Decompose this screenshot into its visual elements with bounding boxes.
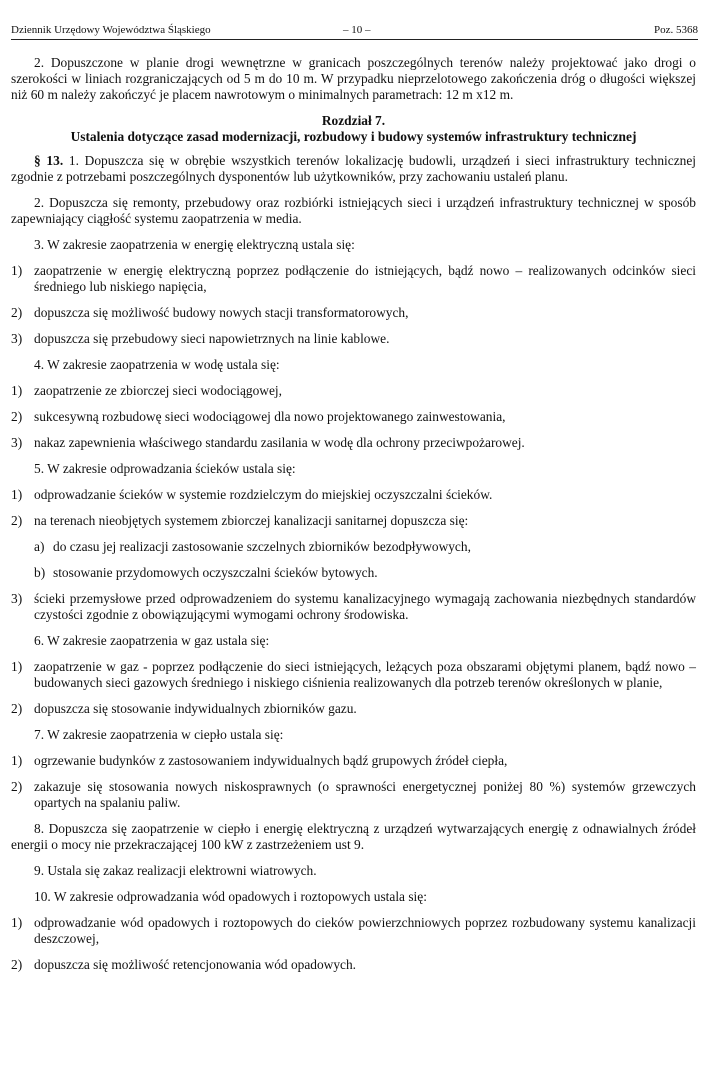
paragraph-water: 4. W zakresie zaopatrzenia w wodę ustala się: [34, 357, 280, 372]
list-item: 3) ścieki przemysłowe przed odprowadzeniem do systemu kanalizacyjnego wymagają zachowania niezbędnych standardów czystości zgodnie z obowiązującymi wymogami ochrony środowiska. [11, 591, 696, 622]
chapter-heading [11, 113, 696, 145]
sub-list-item: b) stosowanie przydomowych oczyszczalni ścieków bytowych. [34, 565, 378, 580]
document-body [11, 55, 696, 983]
section-symbol: § 13. [34, 153, 64, 168]
journal-title: Dziennik Urzędowy Województwa Śląskiego [11, 24, 211, 36]
list-item: 1) zaopatrzenie ze zbiorczej sieci wodociągowej, [11, 383, 282, 398]
list-item: 3) nakaz zapewnienia właściwego standardu zasilania w wodę dla ochrony przeciwpożarowej. [11, 435, 525, 450]
list-item: 2) sukcesywną rozbudowę sieci wodociągowej dla nowo projektowanego zainwestowania, [11, 409, 506, 424]
page-number: – 10 – [343, 24, 371, 36]
list-item: 2) dopuszcza się możliwość retencjonowania wód opadowych. [11, 957, 357, 972]
list-item: 1) ogrzewanie budynków z zastosowaniem indywidualnych bądź grupowych źródeł ciepła, [11, 753, 508, 768]
paragraph-rainwater: 10. W zakresie odprowadzania wód opadowych i roztopowych ustala się: [34, 889, 427, 904]
list-item: 2) dopuszcza się stosowanie indywidualnych zbiorników gazu. [11, 701, 357, 716]
list-item: 2) dopuszcza się możliwość budowy nowych stacji transformatorowych, [11, 305, 409, 320]
paragraph-heat: 7. W zakresie zaopatrzenia w ciepło ustala się: [34, 727, 284, 742]
paragraph-renewables: 8. Dopuszcza się zaopatrzenie w ciepło i energię elektryczną z urządzeń wytwarzających energię z odnawialnych źródeł energii o mocy nie przekraczającej 100 kW z zastrzeżeniem ust 9. [11, 821, 696, 852]
list-item: 3) dopuszcza się przebudowy sieci napowietrznych na linie kablowe. [11, 331, 390, 346]
list-item: 2) zakazuje się stosowania nowych niskosprawnych (o sprawności energetycznej poniżej 80 %) systemów grzewczych opartych na spalaniu paliw. [11, 779, 696, 810]
list-item: 2) na terenach nieobjętych systemem zbiorczej kanalizacji sanitarnej dopuszcza się: [11, 513, 469, 528]
list-item: 1) zaopatrzenie w gaz - poprzez podłączenie do sieci istniejących, leżących poza obszarami objętymi planem, bądź nowo – budowanych sieci gazowych średniego i niskiego ciśnienia realizowanych dla potrzeb terenów określonych w planie, [11, 659, 696, 690]
paragraph-roads: 2. Dopuszczone w planie drogi wewnętrzne w granicach poszczególnych terenów należy projektować jako drogi o szerokości w liniach rozgraniczających od 5 m do 10 m. W przypadku nieprzelotowego zakończenia dróg o długości większej niż 60 m należy zakończyć je placem nawrotowym o minimalnych parametrach: 12 m x12 m. [11, 55, 696, 102]
list-item: 1) zaopatrzenie w energię elektryczną poprzez podłączenie do istniejących, bądź nowo – realizowanych odcinków sieci średniego lub niskiego napięcia, [11, 263, 696, 294]
paragraph-wind-ban: 9. Ustala się zakaz realizacji elektrowni wiatrowych. [34, 863, 317, 878]
section-13-paragraph-2: 2. Dopuszcza się remonty, przebudowy oraz rozbiórki istniejących sieci i urządzeń infrastruktury technicznej w sposób zapewniający ciągłość systemu zaopatrzenia w media. [11, 195, 696, 226]
paragraph-electricity: 3. W zakresie zaopatrzenia w energię elektryczną ustala się: [34, 237, 355, 252]
paragraph-sewage: 5. W zakresie odprowadzania ścieków ustala się: [34, 461, 296, 476]
chapter-number: Rozdział 7. [321, 113, 386, 128]
position-number: Poz. 5368 [654, 24, 698, 36]
sub-list-item: a) do czasu jej realizacji zastosowanie szczelnych zbiorników bezodpływowych, [34, 539, 471, 554]
section-13-paragraph-1: § 13. 1. Dopuszcza się w obrębie wszystkich terenów lokalizację budowli, urządzeń i sieci infrastruktury technicznej zgodnie z potrzebami poszczególnych dysponentów lub użytkowników, przy zachowaniu ustaleń planu. [11, 153, 696, 184]
list-item: 1) odprowadzanie wód opadowych i roztopowych do cieków powierzchniowych poprzez rozbudowany systemu kanalizacji deszczowej, [11, 915, 696, 946]
list-item: 1) odprowadzanie ścieków w systemie rozdzielczym do miejskiej oczyszczalni ścieków. [11, 487, 493, 502]
chapter-title: Ustalenia dotyczące zasad modernizacji, rozbudowy i budowy systemów infrastruktury technicznej [70, 129, 637, 144]
paragraph-gas: 6. W zakresie zaopatrzenia w gaz ustala się: [34, 633, 270, 648]
page-header [11, 23, 698, 40]
